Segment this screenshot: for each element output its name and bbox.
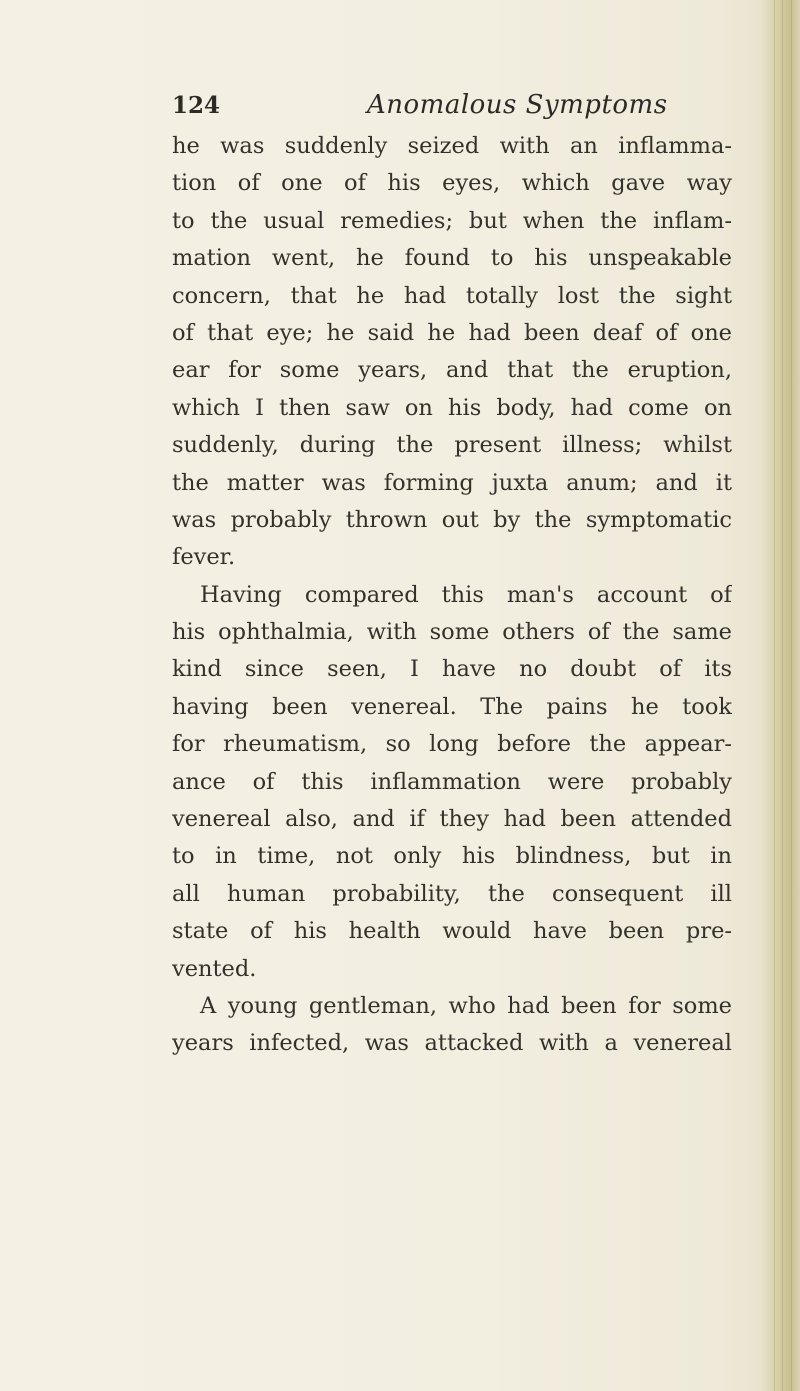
text-line: state of his health would have been pre- xyxy=(172,918,732,945)
text-line: ance of this inflammation were probably xyxy=(172,768,732,795)
text-line: having been venereal. The pains he took xyxy=(172,693,732,720)
page-edge-line xyxy=(774,0,775,1391)
page-edge-line xyxy=(782,0,783,1391)
text-line: all human probability, the consequent ill xyxy=(172,880,732,907)
text-line: his ophthalmia, with some others of the same xyxy=(172,619,732,646)
text-line: to the usual remedies; but when the inflam- xyxy=(172,207,732,234)
text-line: was probably thrown out by the symptomatic xyxy=(172,506,732,533)
text-line: ear for some years, and that the eruption, xyxy=(172,357,732,384)
page-edge-shadow xyxy=(760,0,800,1391)
text-line: kind since seen, I have no doubt of its xyxy=(172,656,732,683)
page-edge-line xyxy=(791,0,792,1391)
page-header xyxy=(172,92,732,128)
text-line: Having compared this man's account of xyxy=(200,581,732,608)
text-line: of that eye; he said he had been deaf of one xyxy=(172,319,732,346)
page-number: 124 xyxy=(172,92,221,119)
text-line: venereal also, and if they had been attended xyxy=(172,806,732,833)
text-line: mation went, he found to his unspeakable xyxy=(172,245,732,272)
text-line: fever. xyxy=(172,544,236,571)
body-text xyxy=(172,128,732,1063)
text-line: concern, that he had totally lost the sight xyxy=(172,282,732,309)
text-line: to in time, not only his blindness, but in xyxy=(172,843,732,870)
text-line: which I then saw on his body, had come on xyxy=(172,394,732,421)
text-line: he was suddenly seized with an inflamma- xyxy=(172,133,732,159)
text-line: the matter was forming juxta anum; and it xyxy=(172,469,732,496)
text-line: tion of one of his eyes, which gave way xyxy=(172,170,732,197)
running-head: Anomalous Symptoms xyxy=(367,90,668,120)
text-line: suddenly, during the present illness; whilst xyxy=(172,432,732,459)
text-line: for rheumatism, so long before the appear- xyxy=(172,731,732,758)
text-line: vented. xyxy=(172,955,257,982)
text-line: A young gentleman, who had been for some xyxy=(200,992,732,1019)
text-line: years infected, was attacked with a venereal xyxy=(172,1030,732,1057)
